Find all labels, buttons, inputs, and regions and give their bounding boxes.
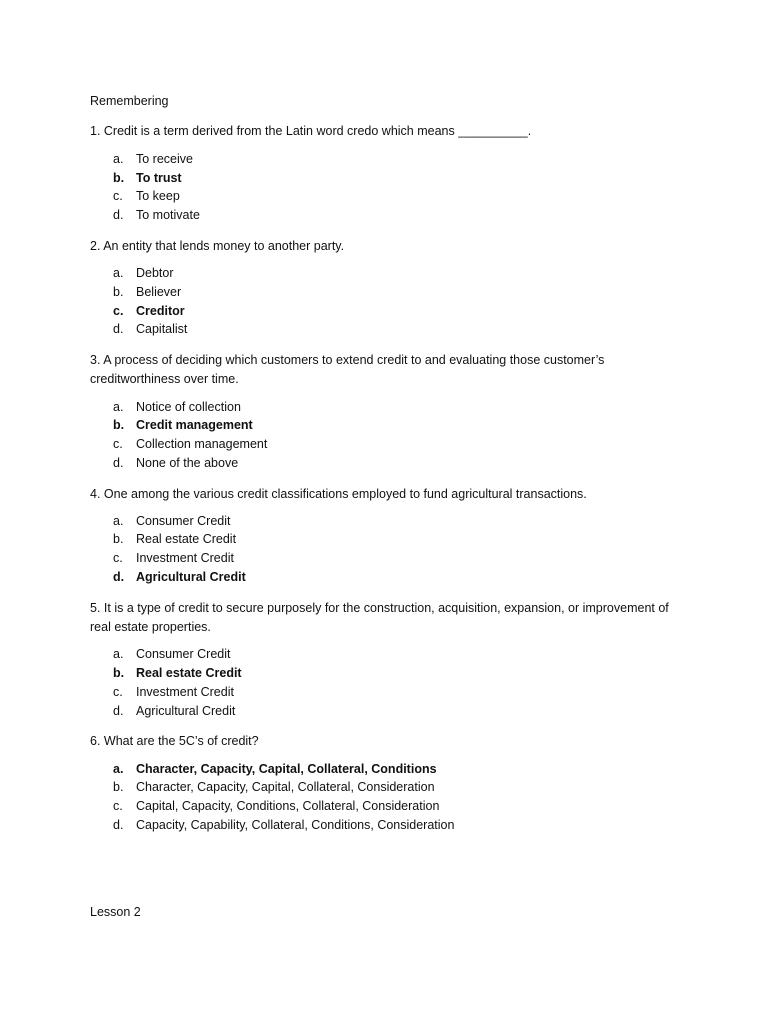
question-6-option-d: d. Capacity, Capability, Collateral, Conditions, Consideration [113,818,455,832]
question-3-option-b-answer: b. Credit management [113,418,253,432]
question-1-option-a: a. To receive [113,152,193,166]
question-2-option-a: a. Debtor [113,266,174,280]
question-6-option-b: b. Character, Capacity, Capital, Collateral, Consideration [113,780,435,794]
question-3-option-c: c. Collection management [113,437,268,451]
question-3-text: 3. A process of deciding which customers to extend credit to and evaluating those customer’s creditworthiness over time. [90,353,605,386]
question-1-option-b-answer: b. To trust [113,171,182,185]
next-section-heading: Lesson 2 [90,905,141,919]
question-1-option-d: d. To motivate [113,208,200,222]
question-2-option-d: d. Capitalist [113,322,188,336]
question-4-option-c: c. Investment Credit [113,551,234,565]
question-5-text: 5. It is a type of credit to secure purposely for the construction, acquisition, expansion, or improvement of real estate properties. [90,601,669,634]
question-1-option-c: c. To keep [113,189,180,203]
question-6-text: 6. What are the 5C’s of credit? [90,734,259,748]
section-heading: Remembering [90,94,169,108]
question-5-option-c: c. Investment Credit [113,685,234,699]
question-6-option-c: c. Capital, Capacity, Conditions, Collateral, Consideration [113,799,440,813]
question-3-option-a: a. Notice of collection [113,400,241,414]
question-4-text: 4. One among the various credit classifications employed to fund agricultural transactions. [90,487,587,501]
question-2-option-c-answer: c. Creditor [113,304,185,318]
question-5-option-b-answer: b. Real estate Credit [113,666,242,680]
question-5-option-d: d. Agricultural Credit [113,704,236,718]
question-6-option-a-answer: a. Character, Capacity, Capital, Collateral, Conditions [113,762,437,776]
question-5-option-a: a. Consumer Credit [113,647,231,661]
question-3-option-d: d. None of the above [113,456,239,470]
question-2-text: 2. An entity that lends money to another party. [90,239,345,253]
question-1-text: 1. Credit is a term derived from the Latin word credo which means __________. [90,124,532,138]
question-4-option-a: a. Consumer Credit [113,514,231,528]
question-2-option-b: b. Believer [113,285,182,299]
question-4-option-d-answer: d. Agricultural Credit [113,570,246,584]
question-4-option-b: b. Real estate Credit [113,532,237,546]
